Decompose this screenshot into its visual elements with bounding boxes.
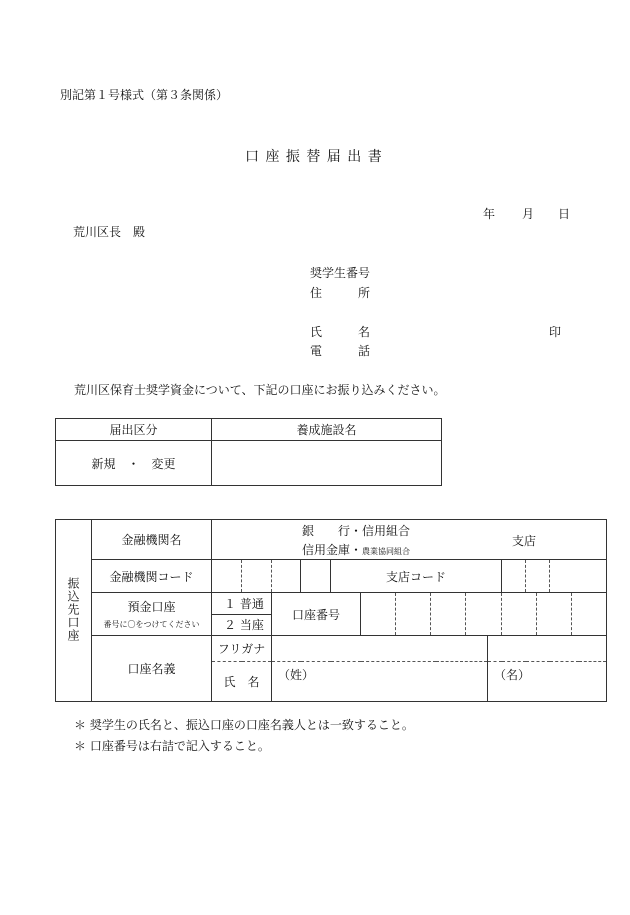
account-digit[interactable] [572, 593, 606, 635]
given-name-label: （名） [494, 668, 531, 682]
deposit-label-text: 預金口座 [127, 600, 176, 614]
transfer-account-side-label: 振込先口座 [56, 520, 92, 702]
bank-code-digit[interactable] [272, 560, 301, 593]
bank-account-table [55, 519, 607, 702]
addressee: 荒川区長 殿 [73, 225, 146, 239]
branch-code-digit[interactable] [502, 560, 526, 593]
surname-field[interactable] [272, 662, 488, 702]
branch-code-label: 支店コード [331, 560, 502, 593]
date-month: 月 [522, 207, 535, 221]
bank-type-line1: 銀 行・信用組合 [302, 524, 411, 538]
given-name-field[interactable] [488, 662, 607, 702]
name-label: 氏 名 [310, 325, 371, 339]
account-digit[interactable] [502, 593, 537, 635]
school-name-header: 養成施設名 [212, 419, 442, 441]
date-day: 日 [558, 207, 571, 221]
seal-label: 印 [549, 325, 562, 339]
account-type-ordinary[interactable]: １ 普通 [212, 593, 272, 615]
bank-code-digit[interactable] [242, 560, 272, 593]
surname-label: （姓） [278, 668, 315, 682]
address-label: 住 所 [310, 286, 371, 300]
account-digit[interactable] [466, 593, 501, 635]
furigana-surname-field[interactable] [272, 636, 488, 662]
student-number-label: 奨学生番号 [310, 266, 371, 280]
branch-suffix: 支店 [512, 534, 537, 548]
school-name-field[interactable] [212, 441, 442, 486]
account-digit[interactable] [396, 593, 431, 635]
intro-text: 荒川区保育士奨学資金について、下記の口座にお振り込みください。 [74, 383, 446, 397]
notify-type-header: 届出区分 [56, 419, 212, 441]
deposit-account-label [92, 593, 212, 636]
new-or-change-option[interactable]: 新規 ・ 変更 [56, 441, 212, 486]
furigana-label: フリガナ [212, 636, 272, 662]
bank-code-digit[interactable] [301, 560, 331, 593]
branch-code-digit[interactable] [526, 560, 550, 593]
furigana-given-field[interactable] [488, 636, 607, 662]
account-digit[interactable] [431, 593, 466, 635]
bank-type-line2: 信用金庫・ [302, 543, 363, 557]
bank-name-label: 金融機関名 [92, 520, 212, 560]
account-type-current[interactable]: ２ 当座 [212, 614, 272, 636]
bank-type-agri-coop: 農業協同組合 [362, 547, 411, 556]
branch-code-digit[interactable] [550, 560, 607, 593]
account-holder-label: 口座名義 [92, 636, 212, 702]
note-2: ＊ 口座番号は右詰で記入すること。 [74, 739, 270, 753]
bank-name-field[interactable] [212, 520, 607, 560]
phone-label: 電 話 [310, 344, 371, 358]
date-year: 年 [483, 207, 496, 221]
form-title: 口 座 振 替 届 出 書 [245, 149, 383, 165]
deposit-note: 番号に〇をつけてください [103, 620, 200, 629]
bank-code-digit[interactable] [212, 560, 242, 593]
account-number-label: 口座番号 [272, 593, 361, 636]
account-digit[interactable] [361, 593, 396, 635]
bank-code-label: 金融機関コード [92, 560, 212, 593]
form-reference: 別記第１号様式（第３条関係） [60, 88, 229, 102]
notification-table [55, 418, 442, 486]
account-number-field[interactable] [361, 593, 607, 636]
note-1: ＊ 奨学生の氏名と、振込口座の口座名義人とは一致すること。 [74, 718, 414, 732]
holder-name-label: 氏 名 [212, 662, 272, 702]
account-digit[interactable] [537, 593, 572, 635]
